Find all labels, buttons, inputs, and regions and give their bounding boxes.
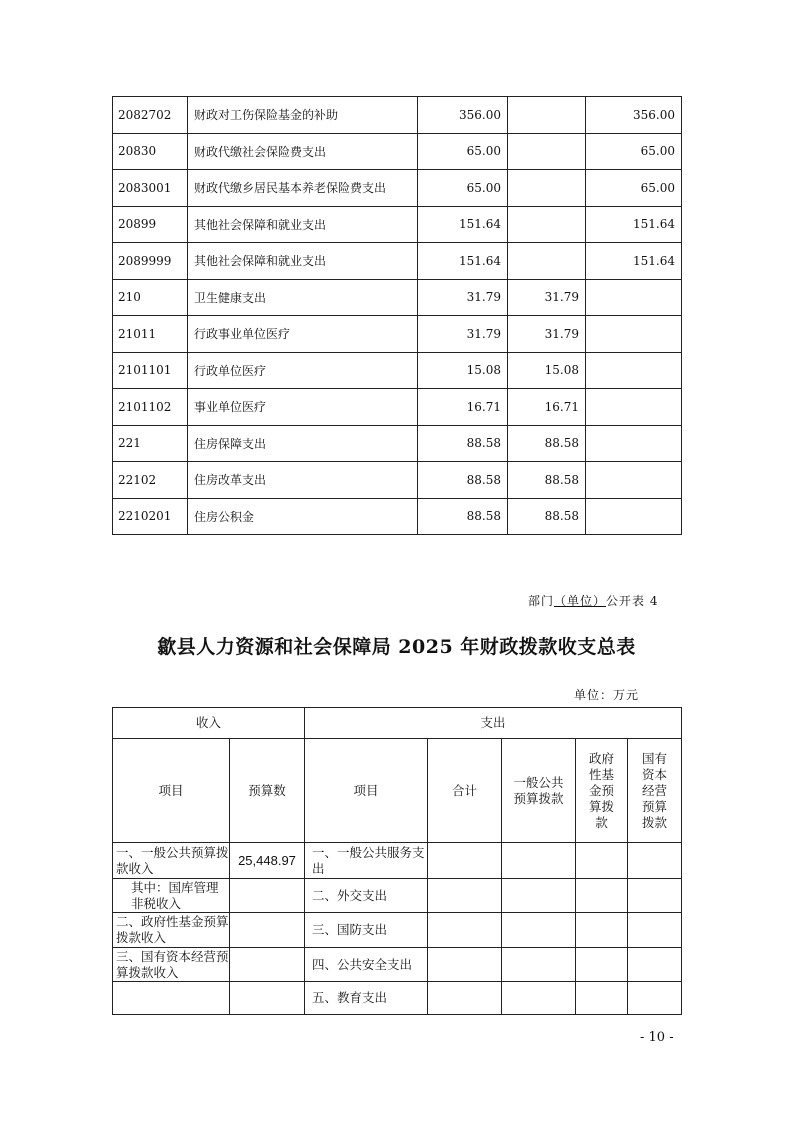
empty-cell <box>428 879 502 913</box>
table-row <box>113 206 682 243</box>
col-gov-fund: 政府性基金预算拨款 <box>576 739 628 843</box>
empty-cell <box>628 948 682 982</box>
row-name: 事业单位医疗 <box>188 389 418 426</box>
row-total: 88.58 <box>418 425 508 462</box>
row-general <box>508 133 586 170</box>
budget-value <box>230 982 305 1015</box>
expense-item: 一、一般公共服务支出 <box>305 843 428 879</box>
income-item <box>113 982 230 1015</box>
expenditure-table <box>112 96 682 535</box>
row-total: 151.64 <box>418 243 508 280</box>
row-fund: 65.00 <box>586 170 682 207</box>
row-code: 2083001 <box>113 170 188 207</box>
expense-item: 二、外交支出 <box>305 879 428 913</box>
empty-cell <box>502 843 576 879</box>
col-item-expense: 项目 <box>305 739 428 843</box>
table-caption: 部门（单位）公开表 4 <box>528 594 659 608</box>
empty-cell <box>576 913 628 948</box>
empty-cell <box>628 843 682 879</box>
row-general: 16.71 <box>508 389 586 426</box>
table-row <box>113 913 682 948</box>
row-fund: 65.00 <box>586 133 682 170</box>
income-item: 二、政府性基金预算拨款收入 <box>113 913 230 948</box>
empty-cell <box>428 913 502 948</box>
col-item: 项目 <box>113 739 230 843</box>
empty-cell <box>576 982 628 1015</box>
table-row <box>113 879 682 913</box>
expense-item: 三、国防支出 <box>305 913 428 948</box>
row-name: 住房保障支出 <box>188 425 418 462</box>
table-row <box>113 316 682 353</box>
row-general: 88.58 <box>508 462 586 499</box>
budget-value <box>230 948 305 982</box>
income-item: 其中：国库管理非税收入 <box>113 879 230 913</box>
row-name: 财政代缴乡居民基本养老保险费支出 <box>188 170 418 207</box>
budget-value <box>230 879 305 913</box>
row-total: 88.58 <box>418 498 508 535</box>
row-general: 15.08 <box>508 352 586 389</box>
empty-cell <box>502 879 576 913</box>
row-code: 2101101 <box>113 352 188 389</box>
income-item: 一、一般公共预算拨款收入 <box>113 843 230 879</box>
empty-cell <box>628 982 682 1015</box>
empty-cell <box>428 948 502 982</box>
fiscal-summary-table <box>112 707 682 1015</box>
unit-label: 单位：万元 <box>574 688 640 702</box>
row-fund <box>586 462 682 499</box>
page-number: - 10 - <box>640 1030 674 1045</box>
empty-cell <box>576 948 628 982</box>
row-code: 20830 <box>113 133 188 170</box>
header-expense: 支出 <box>305 708 682 739</box>
row-fund: 151.64 <box>586 206 682 243</box>
income-item: 三、国有资本经营预算拨款收入 <box>113 948 230 982</box>
row-name: 住房公积金 <box>188 498 418 535</box>
row-total: 15.08 <box>418 352 508 389</box>
table-row <box>113 97 682 134</box>
row-name: 财政代缴社会保险费支出 <box>188 133 418 170</box>
empty-cell <box>576 879 628 913</box>
expense-item: 五、教育支出 <box>305 982 428 1015</box>
row-total: 31.79 <box>418 316 508 353</box>
row-name: 住房改革支出 <box>188 462 418 499</box>
row-general <box>508 243 586 280</box>
col-total: 合计 <box>428 739 502 843</box>
budget-value <box>230 913 305 948</box>
table-row <box>113 982 682 1015</box>
row-fund: 151.64 <box>586 243 682 280</box>
row-general: 88.58 <box>508 425 586 462</box>
row-code: 2210201 <box>113 498 188 535</box>
table-row <box>113 279 682 316</box>
row-name: 其他社会保障和就业支出 <box>188 206 418 243</box>
row-fund <box>586 498 682 535</box>
row-code: 20899 <box>113 206 188 243</box>
row-code: 22102 <box>113 462 188 499</box>
row-general: 88.58 <box>508 498 586 535</box>
row-fund <box>586 279 682 316</box>
row-code: 21011 <box>113 316 188 353</box>
row-general <box>508 97 586 134</box>
row-total: 65.00 <box>418 170 508 207</box>
table-row <box>113 843 682 879</box>
row-general <box>508 206 586 243</box>
row-code: 2101102 <box>113 389 188 426</box>
row-total: 88.58 <box>418 462 508 499</box>
row-code: 210 <box>113 279 188 316</box>
table-row <box>113 948 682 982</box>
row-code: 221 <box>113 425 188 462</box>
row-total: 151.64 <box>418 206 508 243</box>
empty-cell <box>502 913 576 948</box>
col-general: 一般公共预算拨款 <box>502 739 576 843</box>
row-code: 2082702 <box>113 97 188 134</box>
empty-cell <box>428 982 502 1015</box>
row-total: 65.00 <box>418 133 508 170</box>
row-general <box>508 170 586 207</box>
table-row <box>113 389 682 426</box>
empty-cell <box>428 843 502 879</box>
row-total: 16.71 <box>418 389 508 426</box>
row-name: 财政对工伤保险基金的补助 <box>188 97 418 134</box>
table-row <box>113 425 682 462</box>
empty-cell <box>502 948 576 982</box>
row-total: 31.79 <box>418 279 508 316</box>
expense-item: 四、公共安全支出 <box>305 948 428 982</box>
header-income: 收入 <box>113 708 305 739</box>
table-row <box>113 170 682 207</box>
row-code: 2089999 <box>113 243 188 280</box>
row-total: 356.00 <box>418 97 508 134</box>
row-name: 卫生健康支出 <box>188 279 418 316</box>
row-fund <box>586 389 682 426</box>
empty-cell <box>576 843 628 879</box>
empty-cell <box>628 913 682 948</box>
col-state-capital: 国有资本经营预算拨款 <box>628 739 682 843</box>
row-fund <box>586 425 682 462</box>
row-general: 31.79 <box>508 279 586 316</box>
row-fund: 356.00 <box>586 97 682 134</box>
row-fund <box>586 316 682 353</box>
table-row <box>113 352 682 389</box>
empty-cell <box>628 879 682 913</box>
row-general: 31.79 <box>508 316 586 353</box>
table-row <box>113 243 682 280</box>
table-row <box>113 498 682 535</box>
col-budget: 预算数 <box>230 739 305 843</box>
row-fund <box>586 352 682 389</box>
empty-cell <box>502 982 576 1015</box>
table-row <box>113 133 682 170</box>
budget-value: 25,448.97 <box>230 843 305 879</box>
row-name: 行政事业单位医疗 <box>188 316 418 353</box>
table-row <box>113 462 682 499</box>
row-name: 其他社会保障和就业支出 <box>188 243 418 280</box>
page-title: 歙县人力资源和社会保障局 2025 年财政拨款收支总表 <box>157 636 636 658</box>
row-name: 行政单位医疗 <box>188 352 418 389</box>
